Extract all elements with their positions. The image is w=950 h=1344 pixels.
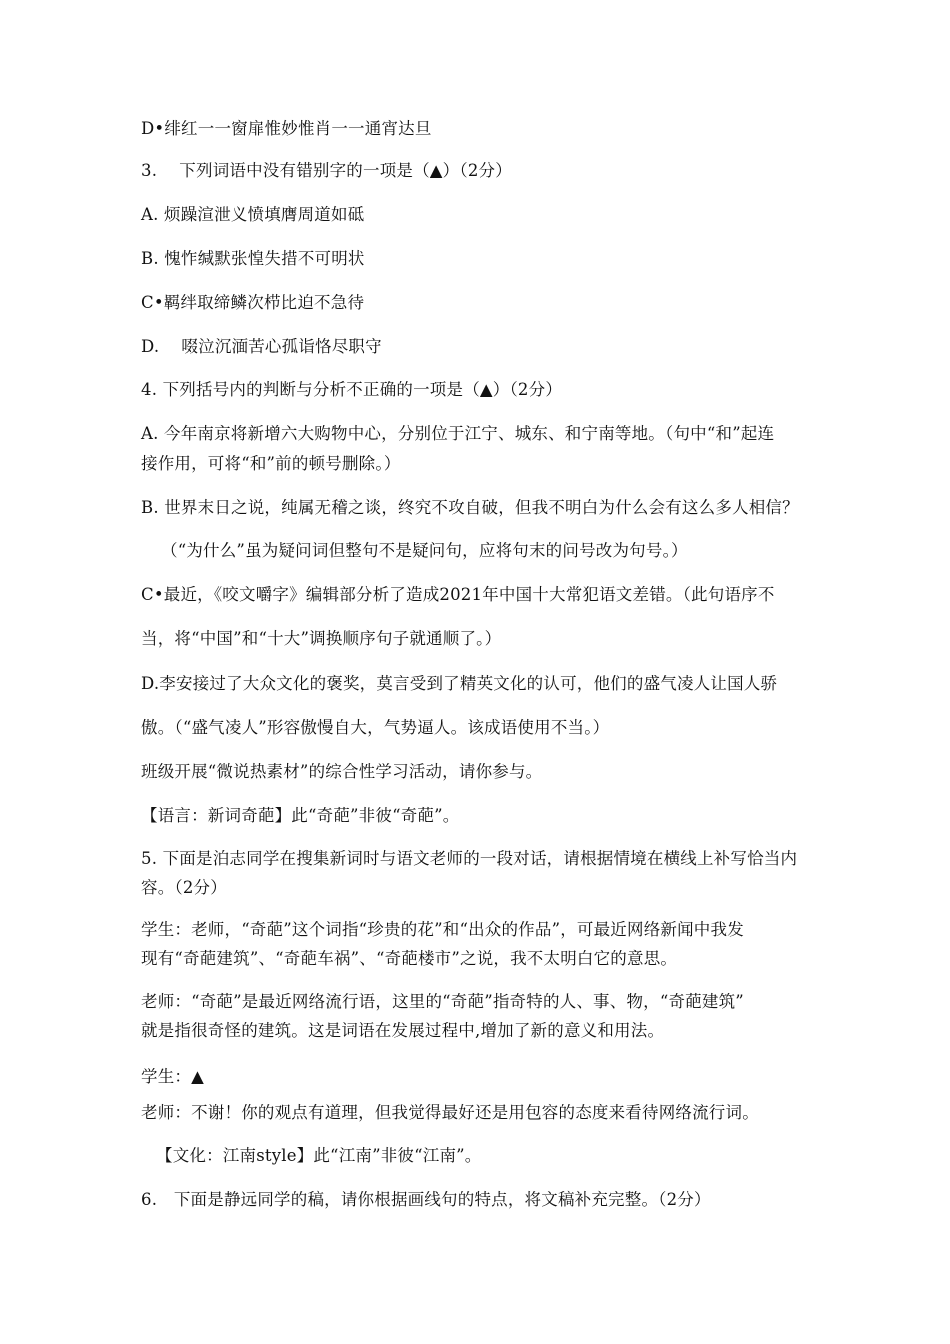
section-culture-heading: 【文化：江南style】此“江南”非彼“江南”。	[156, 1146, 482, 1165]
section-language-heading: 【语言：新词奇葩】此“奇葩”非彼“奇葩”。	[141, 806, 460, 825]
option-d-q4-line-2: 傲。（“盛气凌人”形容傲慢自大，气势逼人。该成语使用不当。）	[141, 718, 610, 737]
question-5-line-1: 5. 下面是泊志同学在搜集新词时与语文老师的一段对话，请根据情境在横线上补写恰当内	[141, 849, 798, 868]
dialogue-teacher-1-line-1: 老师：“奇葩”是最近网络流行语，这里的“奇葩”指奇特的人、事、物，“奇葩建筑”	[141, 992, 744, 1011]
dialogue-teacher-1-line-2: 就是指很奇怪的建筑。这是词语在发展过程中,增加了新的意义和用法。	[141, 1021, 665, 1040]
option-b-q4-line-2: （“为什么”虽为疑问词但整句不是疑问句，应将句末的问号改为句号。）	[161, 541, 688, 560]
option-c-q3: C•羁绊取缔鳞次栉比迫不急待	[141, 293, 365, 312]
option-d-q2: D•绯红一一窗扉惟妙惟肖一一通宵达旦	[141, 119, 432, 138]
option-a-q4-line-2: 接作用，可将“和”前的顿号删除。）	[141, 454, 401, 473]
question-4: 4. 下列括号内的判断与分析不正确的一项是（▲）（2分）	[141, 380, 563, 399]
dialogue-student-1-line-1: 学生：老师，“奇葩”这个词指“珍贵的花”和“出众的作品”，可最近网络新闻中我发	[141, 920, 744, 939]
dialogue-student-2: 学生：▲	[141, 1067, 204, 1086]
question-5-line-2: 容。（2分）	[141, 878, 227, 897]
option-b-q4-line-1: B. 世界末日之说，纯属无稽之谈，终究不攻自破，但我不明白为什么会有这么多人相信？	[141, 498, 799, 517]
option-b-q3: B. 愧怍缄默张惶失措不可明状	[141, 249, 365, 268]
option-d-q4-line-1: D.李安接过了大众文化的褒奖，莫言受到了精英文化的认可，他们的盛气凌人让国人骄	[141, 674, 778, 693]
activity-intro: 班级开展“微说热素材”的综合性学习活动，请你参与。	[141, 762, 543, 781]
option-c-q4-line-2: 当，将“中国”和“十大”调换顺序句子就通顺了。）	[141, 629, 502, 648]
dialogue-student-1-line-2: 现有“奇葩建筑”、“奇葩车祸”、“奇葩楼市”之说，我不太明白它的意思。	[141, 949, 678, 968]
option-a-q3: A. 烦躁渲泄义愤填膺周道如砥	[141, 205, 365, 224]
question-6: 6. 下面是静远同学的稿，请你根据画线句的特点，将文稿补充完整。（2分）	[141, 1190, 711, 1209]
dialogue-teacher-2: 老师：不谢！你的观点有道理，但我觉得最好还是用包容的态度来看待网络流行词。	[141, 1103, 759, 1122]
option-a-q4-line-1: A. 今年南京将新增六大购物中心，分别位于江宁、城东、和宁南等地。（句中“和”起连	[141, 424, 775, 443]
option-c-q4-line-1: C•最近，《咬文嚼字》编辑部分析了造成2021年中国十大常犯语文差错。（此句语序不	[141, 585, 775, 604]
option-d-q3: D. 啜泣沉湎苦心孤诣恪尽职守	[141, 337, 382, 356]
question-3: 3. 下列词语中没有错别字的一项是（▲）（2分）	[141, 161, 512, 180]
